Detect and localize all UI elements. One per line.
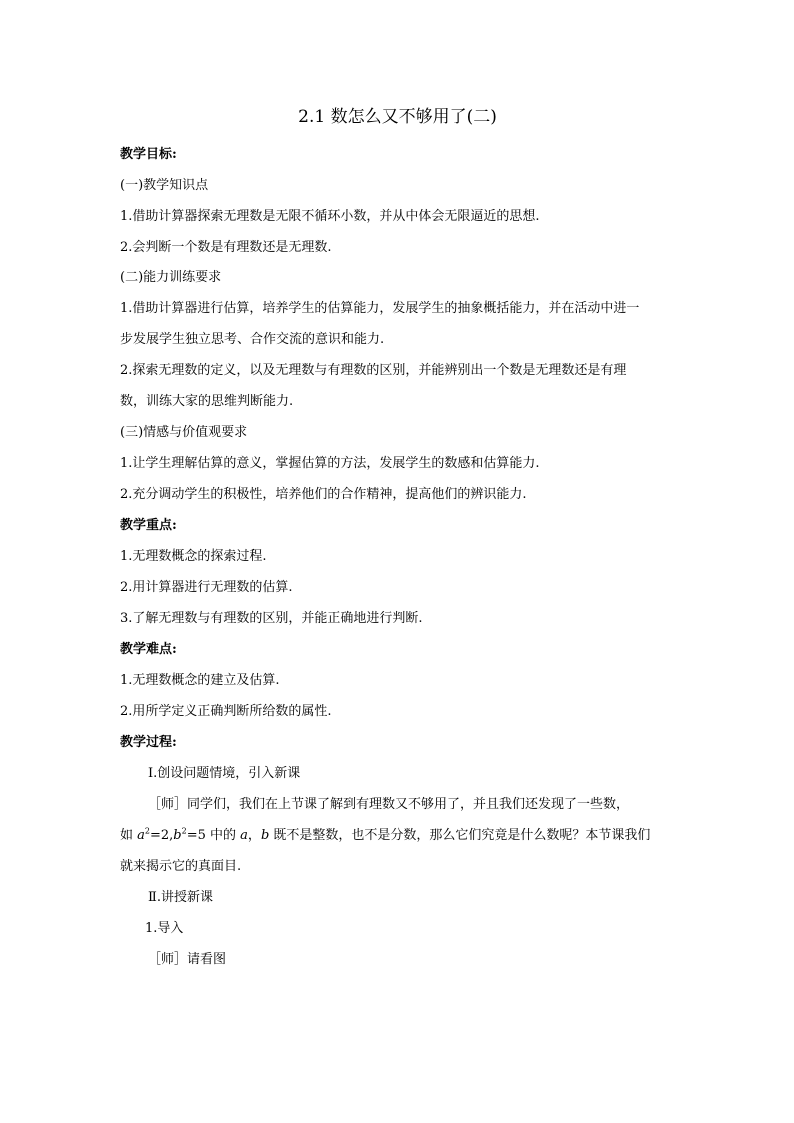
step1-heading: Ⅰ.创设问题情境，引入新课 xyxy=(148,766,301,781)
step2-item-1: 1.导入 xyxy=(145,921,184,936)
ability-item-1-line-1: 1.借助计算器进行估算，培养学生的估算能力，发展学生的抽象概括能力，并在活动中进一 xyxy=(120,301,640,316)
process-heading: 教学过程: xyxy=(120,735,177,750)
knowledge-heading: (一)教学知识点 xyxy=(120,178,209,193)
emotion-item-2: 2.充分调动学生的积极性，培养他们的合作精神，提高他们的辨识能力. xyxy=(120,487,527,502)
step1-p2-prefix: 如 xyxy=(120,828,138,843)
key-points-heading: 教学重点: xyxy=(120,518,177,533)
sup-2-b: 2 xyxy=(181,826,187,836)
ability-item-1-line-2: 步发展学生独立思考、合作交流的意识和能力. xyxy=(120,332,385,347)
comma: ， xyxy=(247,828,261,843)
page-title: 2.1 数怎么又不够用了(二) xyxy=(298,107,497,127)
difficulty-2: 2.用所学定义正确判断所给数的属性. xyxy=(120,704,332,719)
ability-item-2-line-1: 2.探索无理数的定义，以及无理数与有理数的区别，并能辨别出一个数是无理数还是有理 xyxy=(120,363,627,378)
emotion-item-1: 1.让学生理解估算的意义，掌握估算的方法，发展学生的数感和估算能力. xyxy=(120,456,540,471)
var-b-2: b xyxy=(260,828,270,843)
key-point-1: 1.无理数概念的探索过程. xyxy=(120,549,267,564)
key-point-3: 3.了解无理数与有理数的区别，并能正确地进行判断. xyxy=(120,611,423,626)
knowledge-item-2: 2.会判断一个数是有理数还是无理数. xyxy=(120,240,332,255)
emotion-heading: (三)情感与价值观要求 xyxy=(120,425,248,440)
step1-paragraph-line-3: 就来揭示它的真面目. xyxy=(120,859,242,874)
step1-p2-rest: 既不是整数，也不是分数，那么它们究竟是什么数呢？本节课我们 xyxy=(269,828,651,843)
key-point-2: 2.用计算器进行无理数的估算. xyxy=(120,580,293,595)
difficulty-1: 1.无理数概念的建立及估算. xyxy=(120,673,280,688)
step2-heading: Ⅱ.讲授新课 xyxy=(148,890,213,905)
var-b: b xyxy=(173,828,182,843)
eq-2: =5 中的 xyxy=(186,828,241,843)
ability-item-2-line-2: 数，训练大家的思维判断能力. xyxy=(120,394,294,409)
knowledge-item-1: 1.借助计算器探索无理数是无限不循环小数，并从中体会无限逼近的思想. xyxy=(120,209,540,224)
var-a: a xyxy=(137,828,145,843)
step1-paragraph-line-2 xyxy=(120,826,680,846)
step1-paragraph-line-1: ［师］同学们，我们在上节课了解到有理数又不够用了，并且我们还发现了一些数， xyxy=(148,797,630,812)
var-a-2: a xyxy=(240,828,248,843)
eq-1: =2, xyxy=(150,828,174,843)
ability-heading: (二)能力训练要求 xyxy=(120,270,222,285)
sup-2-a: 2 xyxy=(144,826,150,836)
step2-item-2: ［师］请看图 xyxy=(148,952,227,967)
goals-heading: 教学目标: xyxy=(120,147,177,162)
difficulty-heading: 教学难点: xyxy=(120,642,177,657)
